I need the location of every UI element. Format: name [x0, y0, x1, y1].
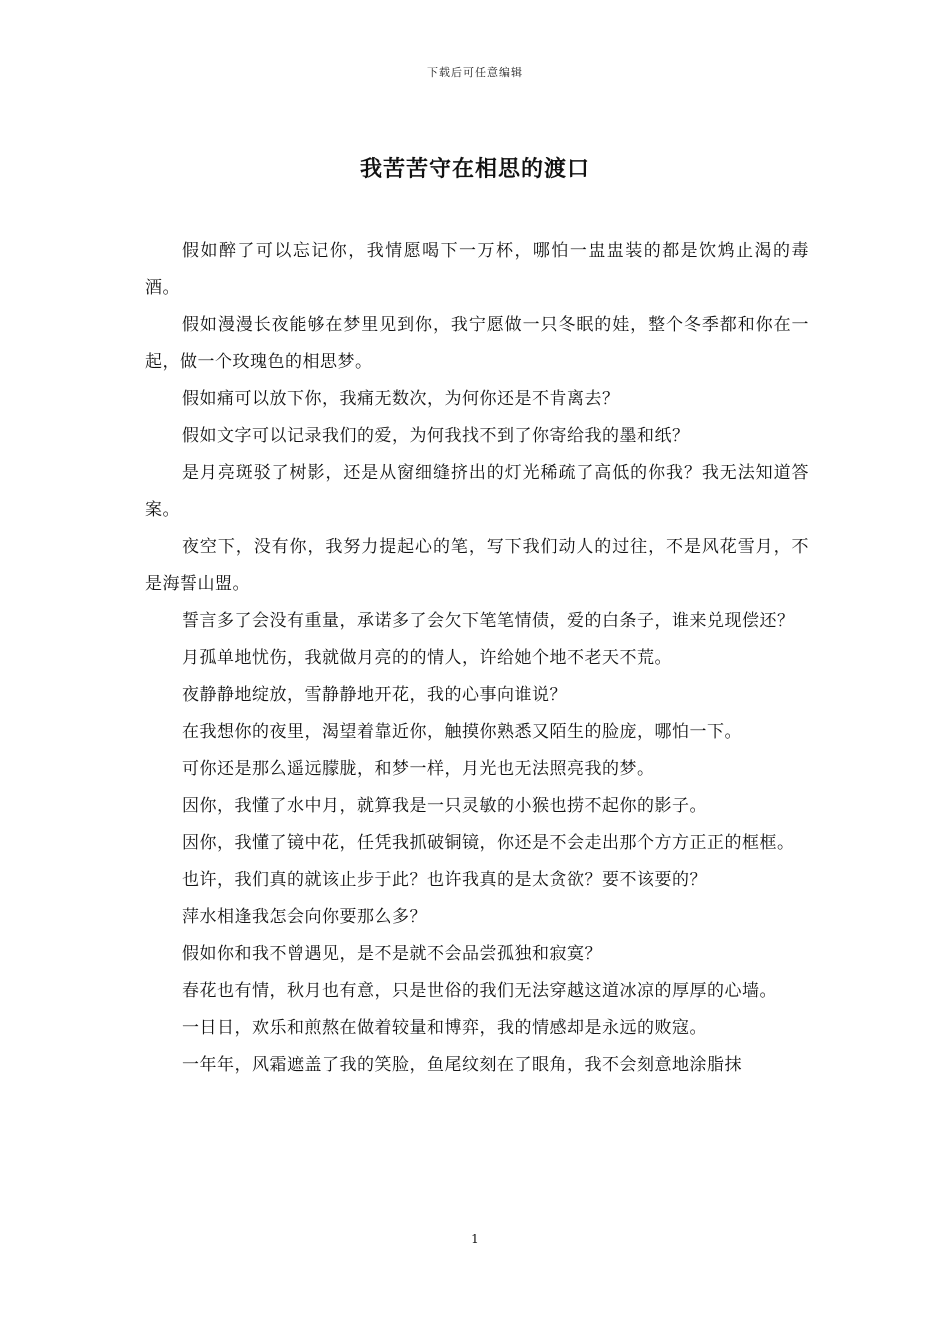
- paragraph: 一日日，欢乐和煎熬在做着较量和博弈，我的情感却是永远的败寇。: [182, 1018, 707, 1038]
- page-header: 下载后可任意编辑: [427, 66, 523, 79]
- paragraph: 一年年，风霜遮盖了我的笑脸，鱼尾纹刻在了眼角，我不会刻意地涂脂抹: [182, 1055, 742, 1075]
- paragraph: 夜静静地绽放，雪静静地开花，我的心事向谁说？: [182, 685, 567, 705]
- paragraph: 是月亮斑驳了树影，还是从窗细缝挤出的灯光稀疏了高低的你我？我无法知道答案。: [145, 463, 809, 520]
- paragraph: 因你，我懂了镜中花，任凭我抓破铜镜，你还是不会走出那个方方正正的框框。: [182, 833, 795, 853]
- paragraph: 月孤单地忧伤，我就做月亮的的情人，许给她个地不老天不荒。: [182, 648, 672, 668]
- page-number: 1: [471, 1232, 479, 1246]
- paragraph: 誓言多了会没有重量，承诺多了会欠下笔笔情债，爱的白条子，谁来兑现偿还？: [182, 611, 795, 631]
- document-body: [145, 233, 809, 1084]
- paragraph: 因你，我懂了水中月，就算我是一只灵敏的小猴也捞不起你的影子。: [182, 796, 707, 816]
- paragraph: 假如你和我不曾遇见，是不是就不会品尝孤独和寂寞？: [182, 944, 602, 964]
- paragraph: 假如醉了可以忘记你，我情愿喝下一万杯，哪怕一盅盅装的都是饮鸩止渴的毒酒。: [145, 241, 809, 298]
- paragraph: 春花也有情，秋月也有意，只是世俗的我们无法穿越这道冰凉的厚厚的心墙。: [182, 981, 777, 1001]
- paragraph: 假如文字可以记录我们的爱，为何我找不到了你寄给我的墨和纸？: [182, 426, 690, 446]
- document-title: 我苦苦守在相思的渡口: [359, 156, 590, 182]
- paragraph: 假如痛可以放下你，我痛无数次，为何你还是不肯离去？: [182, 389, 620, 409]
- paragraph: 也许，我们真的就该止步于此？也许我真的是太贪欲？要不该要的？: [182, 870, 707, 890]
- paragraph: 萍水相逢我怎会向你要那么多？: [182, 907, 427, 927]
- paragraph: 在我想你的夜里，渴望着靠近你，触摸你熟悉又陌生的脸庞，哪怕一下。: [182, 722, 742, 742]
- paragraph: 夜空下，没有你，我努力提起心的笔，写下我们动人的过往，不是风花雪月，不是海誓山盟。: [145, 537, 809, 594]
- paragraph: 假如漫漫长夜能够在梦里见到你，我宁愿做一只冬眠的娃，整个冬季都和你在一起，做一个玫瑰色的相思梦。: [145, 315, 809, 372]
- paragraph: 可你还是那么遥远朦胧，和梦一样，月光也无法照亮我的梦。: [182, 759, 655, 779]
